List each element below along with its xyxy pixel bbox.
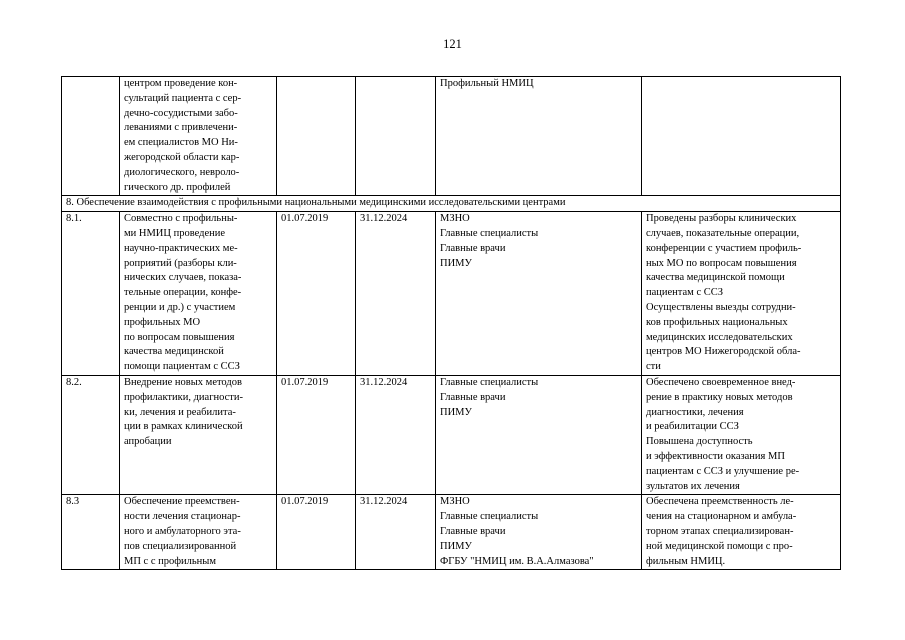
- event-description-line: ного и амбулаторного эта-: [124, 525, 241, 537]
- expected-result-line: сти: [646, 361, 661, 373]
- event-description-line: ми НМИЦ проведение: [124, 227, 226, 239]
- row-number-cell: 8.3: [62, 495, 120, 570]
- expected-result-line: рение в практику новых методов: [646, 391, 793, 403]
- expected-result-line: и эффективности оказания МП: [646, 450, 785, 462]
- expected-result-cell: [642, 375, 841, 494]
- expected-result-line: пациентам с ССЗ и улучшение ре-: [646, 465, 800, 477]
- event-description-line: профилактики, диагности-: [124, 391, 244, 403]
- event-description-cell: [120, 375, 277, 494]
- start-date-cell: [277, 77, 356, 196]
- event-description-line: центром проведение кон-: [124, 78, 238, 89]
- executors-line: ПИМУ: [440, 257, 472, 269]
- executors-line: Главные врачи: [440, 391, 506, 403]
- expected-result-line: центров МО Нижегородской обла-: [646, 346, 801, 358]
- event-description-line: диологического, невроло-: [124, 166, 240, 178]
- event-description-line: леваниями с привлечени-: [124, 122, 238, 134]
- end-date-cell: [356, 77, 436, 196]
- event-description-line: ции в рамках клинической: [124, 421, 243, 433]
- event-description-line: жегородской области кар-: [124, 151, 240, 163]
- event-description-line: роприятий (разборы кли-: [124, 257, 237, 269]
- executors-line: Главные специалисты: [440, 227, 539, 239]
- event-description-line: ренции и др.) с участием: [124, 301, 236, 313]
- executors-line: Главные врачи: [440, 525, 506, 537]
- executors-line: ПИМУ: [440, 406, 472, 418]
- expected-result-cell: [642, 212, 841, 376]
- executors-line: МЗНО: [440, 213, 470, 225]
- table-row: [62, 212, 841, 376]
- row-number-cell: [62, 77, 120, 196]
- expected-result-line: диагностики, лечения: [646, 406, 744, 418]
- expected-result-line: Обеспечено своевременное внед-: [646, 376, 796, 388]
- expected-result-line: качества медицинской помощи: [646, 272, 785, 284]
- event-description-line: МП с с профильным: [124, 555, 217, 567]
- expected-result-line: Осуществлены выезды сотрудни-: [646, 301, 796, 313]
- executors-line: МЗНО: [440, 496, 470, 508]
- row-number-cell: 8.2.: [62, 375, 120, 494]
- event-description-line: гического др. профилей: [124, 181, 231, 193]
- expected-result-line: чения на стационарном и амбула-: [646, 511, 797, 523]
- end-date-cell: 31.12.2024: [356, 495, 436, 570]
- executors-cell: [436, 495, 642, 570]
- executors-line: Главные врачи: [440, 242, 506, 254]
- page-number: 121: [443, 37, 462, 51]
- executors-line: Главные специалисты: [440, 511, 539, 523]
- event-description-line: Совместно с профильны-: [124, 213, 238, 225]
- expected-result-line: ной медицинской помощи с про-: [646, 540, 793, 552]
- event-description-line: по вопросам повышения: [124, 331, 235, 343]
- executors-cell: [436, 375, 642, 494]
- event-description-line: тельные операции, конфе-: [124, 287, 242, 299]
- expected-result-line: фильным НМИЦ.: [646, 555, 726, 567]
- section-title: 8. Обеспечение взаимодействия с профильными национальными медицинскими исследовательскими центрами: [62, 196, 841, 212]
- event-description-line: ности лечения стационар-: [124, 511, 241, 523]
- event-description-cell: [120, 212, 277, 376]
- event-description-line: Обеспечение преемствен-: [124, 496, 240, 508]
- expected-result-line: пациентам с ССЗ: [646, 287, 723, 299]
- table-row: [62, 77, 841, 196]
- expected-result-line: Обеспечена преемственность ле-: [646, 496, 794, 508]
- event-description-line: дечно-сосудистыми забо-: [124, 107, 238, 119]
- end-date-cell: 31.12.2024: [356, 212, 436, 376]
- expected-result-line: Проведены разборы клинических: [646, 213, 797, 225]
- start-date-cell: 01.07.2019: [277, 495, 356, 570]
- event-description-line: научно-практических ме-: [124, 242, 238, 254]
- section-row: [62, 196, 841, 212]
- expected-result-line: случаев, показательные операции,: [646, 227, 800, 239]
- event-description-cell: [120, 77, 277, 196]
- event-description-line: качества медицинской: [124, 346, 224, 358]
- event-description-line: нических случаев, показа-: [124, 272, 242, 284]
- expected-result-cell: [642, 495, 841, 570]
- expected-result-line: ков профильных национальных: [646, 316, 788, 328]
- table-row: [62, 495, 841, 570]
- expected-result-line: медицинских исследовательских: [646, 331, 793, 343]
- expected-result-line: ных МО по вопросам повышения: [646, 257, 797, 269]
- start-date-cell: 01.07.2019: [277, 375, 356, 494]
- executors-cell: [436, 212, 642, 376]
- executors-line: ПИМУ: [440, 540, 472, 552]
- row-number-cell: 8.1.: [62, 212, 120, 376]
- expected-result-line: Повышена доступность: [646, 436, 753, 448]
- event-description-line: ем специалистов МО Ни-: [124, 137, 238, 149]
- event-description-line: Внедрение новых методов: [124, 376, 242, 388]
- end-date-cell: 31.12.2024: [356, 375, 436, 494]
- expected-result-line: торном этапах специализирован-: [646, 525, 794, 537]
- expected-result-cell: [642, 77, 841, 196]
- event-description-line: пов специализированной: [124, 540, 237, 552]
- executors-cell: [436, 77, 642, 196]
- expected-result-line: конференции с участием профиль-: [646, 242, 802, 254]
- event-description-line: профильных МО: [124, 316, 201, 328]
- event-description-cell: [120, 495, 277, 570]
- expected-result-line: зультатов их лечения: [646, 480, 740, 492]
- executors-line: Главные специалисты: [440, 376, 539, 388]
- event-description-line: апробации: [124, 436, 172, 448]
- table-row: [62, 375, 841, 494]
- action-plan-table: [61, 76, 841, 570]
- start-date-cell: 01.07.2019: [277, 212, 356, 376]
- event-description-line: сультаций пациента с сер-: [124, 92, 242, 104]
- event-description-line: помощи пациентам с ССЗ: [124, 361, 240, 373]
- executors-line: Профильный НМИЦ: [440, 78, 534, 89]
- executors-line: ФГБУ "НМИЦ им. В.А.Алмазова": [440, 555, 594, 567]
- expected-result-line: и реабилитации ССЗ: [646, 421, 739, 433]
- event-description-line: ки, лечения и реабилита-: [124, 406, 236, 418]
